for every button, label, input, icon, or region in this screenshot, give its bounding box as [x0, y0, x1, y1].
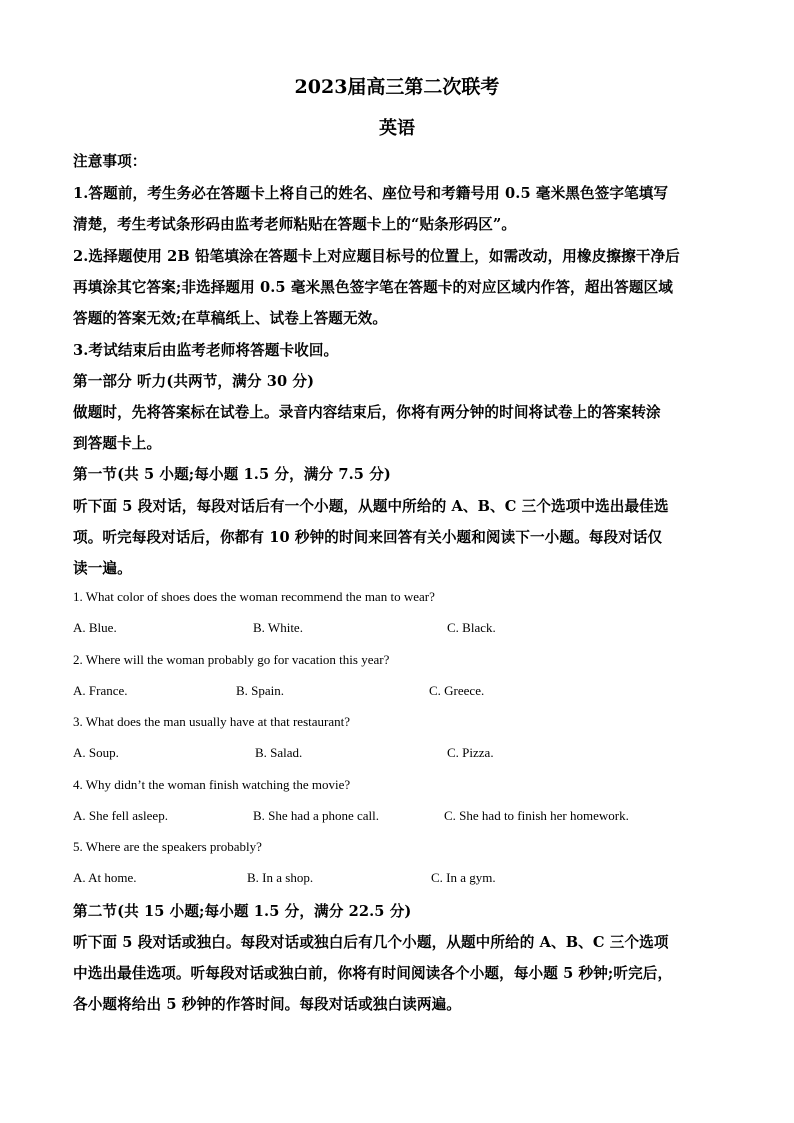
notice-item-3: 3.考试结束后由监考老师将答题卡收回。	[73, 342, 339, 359]
exam-subject: 英语	[379, 118, 415, 139]
question-option-a: A. At home.	[73, 870, 137, 885]
notice-item-2-line-3: 答题的答案无效;在草稿纸上、试卷上答题无效。	[73, 310, 388, 327]
question-option-b: B. Spain.	[236, 683, 285, 698]
part1-instruction-line-1: 做题时，先将答案标在试卷上。录音内容结束后，你将有两分钟的时间将试卷上的答案转涂	[73, 404, 661, 421]
question-option-c: C. Black.	[447, 620, 496, 635]
notice-heading: 注意事项：	[73, 153, 147, 170]
notice-item-1-line-2: 清楚，考生考试条形码由监考老师粘贴在答题卡上的“贴条形码区”。	[73, 216, 517, 233]
question-stem: 4. Why didn’t the woman finish watching the movie?	[73, 777, 351, 792]
notice-item-2-line-2: 再填涂其它答案;非选择题用 0.5 毫米黑色签字笔在答题卡的对应区域内作答，超出答题区域	[73, 279, 673, 296]
question-option-b: B. She had a phone call.	[253, 808, 379, 823]
question-option-c: C. Greece.	[429, 683, 485, 698]
question-stem: 2. Where will the woman probably go for vacation this year?	[73, 652, 390, 667]
section2-instruction-line-1: 听下面 5 段对话或独白。每段对话或独白后有几个小题，从题中所给的 A、B、C 三个选项	[73, 934, 669, 951]
section1-instruction-line-3: 读一遍。	[73, 560, 132, 577]
question-stem: 3. What does the man usually have at that restaurant?	[73, 714, 350, 729]
section1-instruction-line-2: 项。听完每段对话后，你都有 10 秒钟的时间来回答有关小题和阅读下一小题。每段对话仅	[73, 529, 663, 546]
question-option-b: B. Salad.	[255, 745, 303, 760]
question-option-b: B. In a shop.	[247, 870, 314, 885]
question-stem: 1. What color of shoes does the woman recommend the man to wear?	[73, 589, 435, 604]
exam-title: 2023届高三第二次联考	[294, 76, 500, 98]
section2-instruction-line-2: 中选出最佳选项。听每段对话或独白前，你将有时间阅读各个小题，每小题 5 秒钟;听完后，	[73, 965, 673, 982]
question-stem: 5. Where are the speakers probably?	[73, 839, 262, 854]
question-option-c: C. She had to finish her homework.	[444, 808, 629, 823]
section1-instruction-line-1: 听下面 5 段对话，每段对话后有一个小题，从题中所给的 A、B、C 三个选项中选出最佳选	[73, 498, 669, 515]
question-option-a: A. Soup.	[73, 745, 119, 760]
section1-heading: 第一节(共 5 小题;每小题 1.5 分，满分 7.5 分)	[73, 466, 391, 483]
notice-item-2-line-1: 2.选择题使用 2B 铅笔填涂在答题卡上对应题目标号的位置上，如需改动，用橡皮擦擦干净后	[73, 248, 680, 265]
question-option-b: B. White.	[253, 620, 303, 635]
question-option-a: A. Blue.	[73, 620, 117, 635]
question-option-c: C. In a gym.	[431, 870, 496, 885]
section2-instruction-line-3: 各小题将给出 5 秒钟的作答时间。每段对话或独白读两遍。	[73, 996, 461, 1013]
question-option-c: C. Pizza.	[447, 745, 494, 760]
part1-heading: 第一部分 听力(共两节，满分 30 分)	[73, 373, 315, 390]
question-option-a: A. She fell asleep.	[73, 808, 168, 823]
section2-heading: 第二节(共 15 小题;每小题 1.5 分，满分 22.5 分)	[73, 903, 412, 920]
part1-instruction-line-2: 到答题卡上。	[73, 435, 162, 452]
question-option-a: A. France.	[73, 683, 128, 698]
notice-item-1-line-1: 1.答题前，考生务必在答题卡上将自己的姓名、座位号和考籍号用 0.5 毫米黑色签字笔填写	[73, 185, 669, 202]
